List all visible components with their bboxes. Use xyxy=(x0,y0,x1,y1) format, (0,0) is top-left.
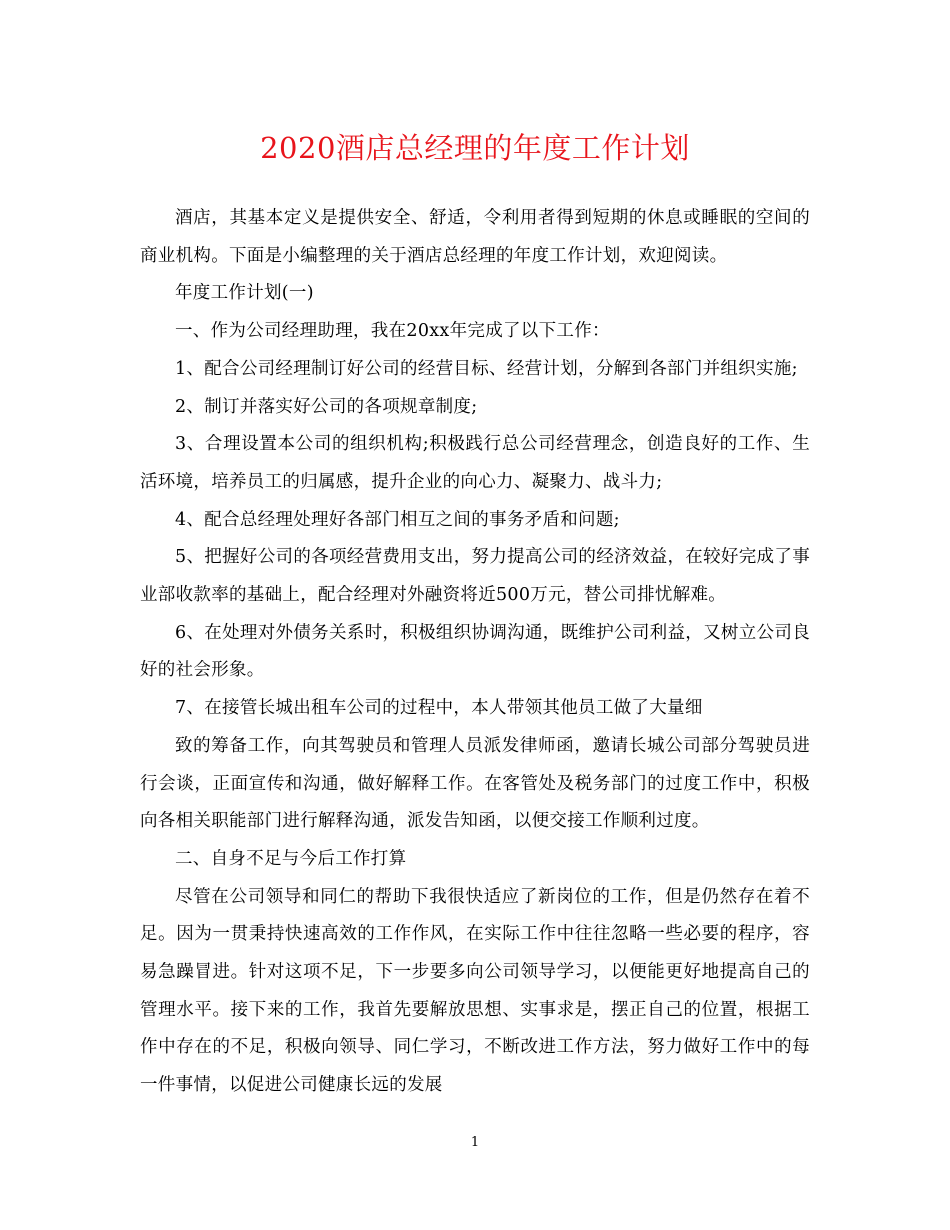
paragraph-shortcomings: 尽管在公司领导和同仁的帮助下我很快适应了新岗位的工作，但是仍然存在着不足。因为一贯秉持快速高效的工作作风，在实际工作中往往忽略一些必要的程序，容易急躁冒进。针对这项不足，下一步要多向公司领导学习，以便能更好地提高自己的管理水平。接下来的工作，我首先要解放思想、实事求是，摆正自己的位置，根据工作中存在的不足，积极向领导、同仁学习，不断改进工作方法，努力做好工作中的每一件事情，以促进公司健康长远的发展 xyxy=(140,886,810,1096)
paragraph-item-4: 4、配合总经理处理好各部门相互之间的事务矛盾和问题; xyxy=(175,509,620,530)
paragraph-item-7: 7、在接管长城出租车公司的过程中，本人带领其他员工做了大量细 xyxy=(175,698,703,719)
paragraph-item-5: 5、把握好公司的各项经营费用支出，努力提高公司的经济效益，在较好完成了事业部收款率的基础上，配合经理对外融资将近500万元，替公司排忧解难。 xyxy=(140,547,810,606)
paragraph-item-7-continued: 致的筹备工作，向其驾驶员和管理人员派发律师函，邀请长城公司部分驾驶员进行会谈，正面宣传和沟通，做好解释工作。在客管处及税务部门的过度工作中，积极向各相关职能部门进行解释沟通，派发告知函，以便交接工作顺利过度。 xyxy=(140,735,810,832)
paragraph-item-3: 3、合理设置本公司的组织机构;积极践行总公司经营理念，创造良好的工作、生活环境，培养员工的归属感，提升企业的向心力、凝聚力、战斗力; xyxy=(140,434,810,492)
paragraph-item-2: 2、制订并落实好公司的各项规章制度; xyxy=(175,396,478,417)
paragraph-plan-heading: 年度工作计划(一) xyxy=(175,283,314,304)
document-body xyxy=(140,200,810,1105)
paragraph-section-two: 二、自身不足与今后工作打算 xyxy=(175,848,407,869)
document-title: 2020酒店总经理的年度工作计划 xyxy=(260,131,690,165)
paragraph-item-1: 1、配合公司经理制订好公司的经营目标、经营计划，分解到各部门并组织实施; xyxy=(175,358,798,379)
paragraph-intro: 酒店，其基本定义是提供安全、舒适，令利用者得到短期的休息或睡眠的空间的商业机构。下面是小编整理的关于酒店总经理的年度工作计划，欢迎阅读。 xyxy=(140,208,810,266)
page-number: 1 xyxy=(470,1135,480,1150)
paragraph-section-one: 一、作为公司经理助理，我在20xx年完成了以下工作： xyxy=(175,321,610,342)
paragraph-item-6: 6、在处理对外债务关系时，积极组织协调沟通，既维护公司利益，又树立公司良好的社会形象。 xyxy=(140,622,810,681)
